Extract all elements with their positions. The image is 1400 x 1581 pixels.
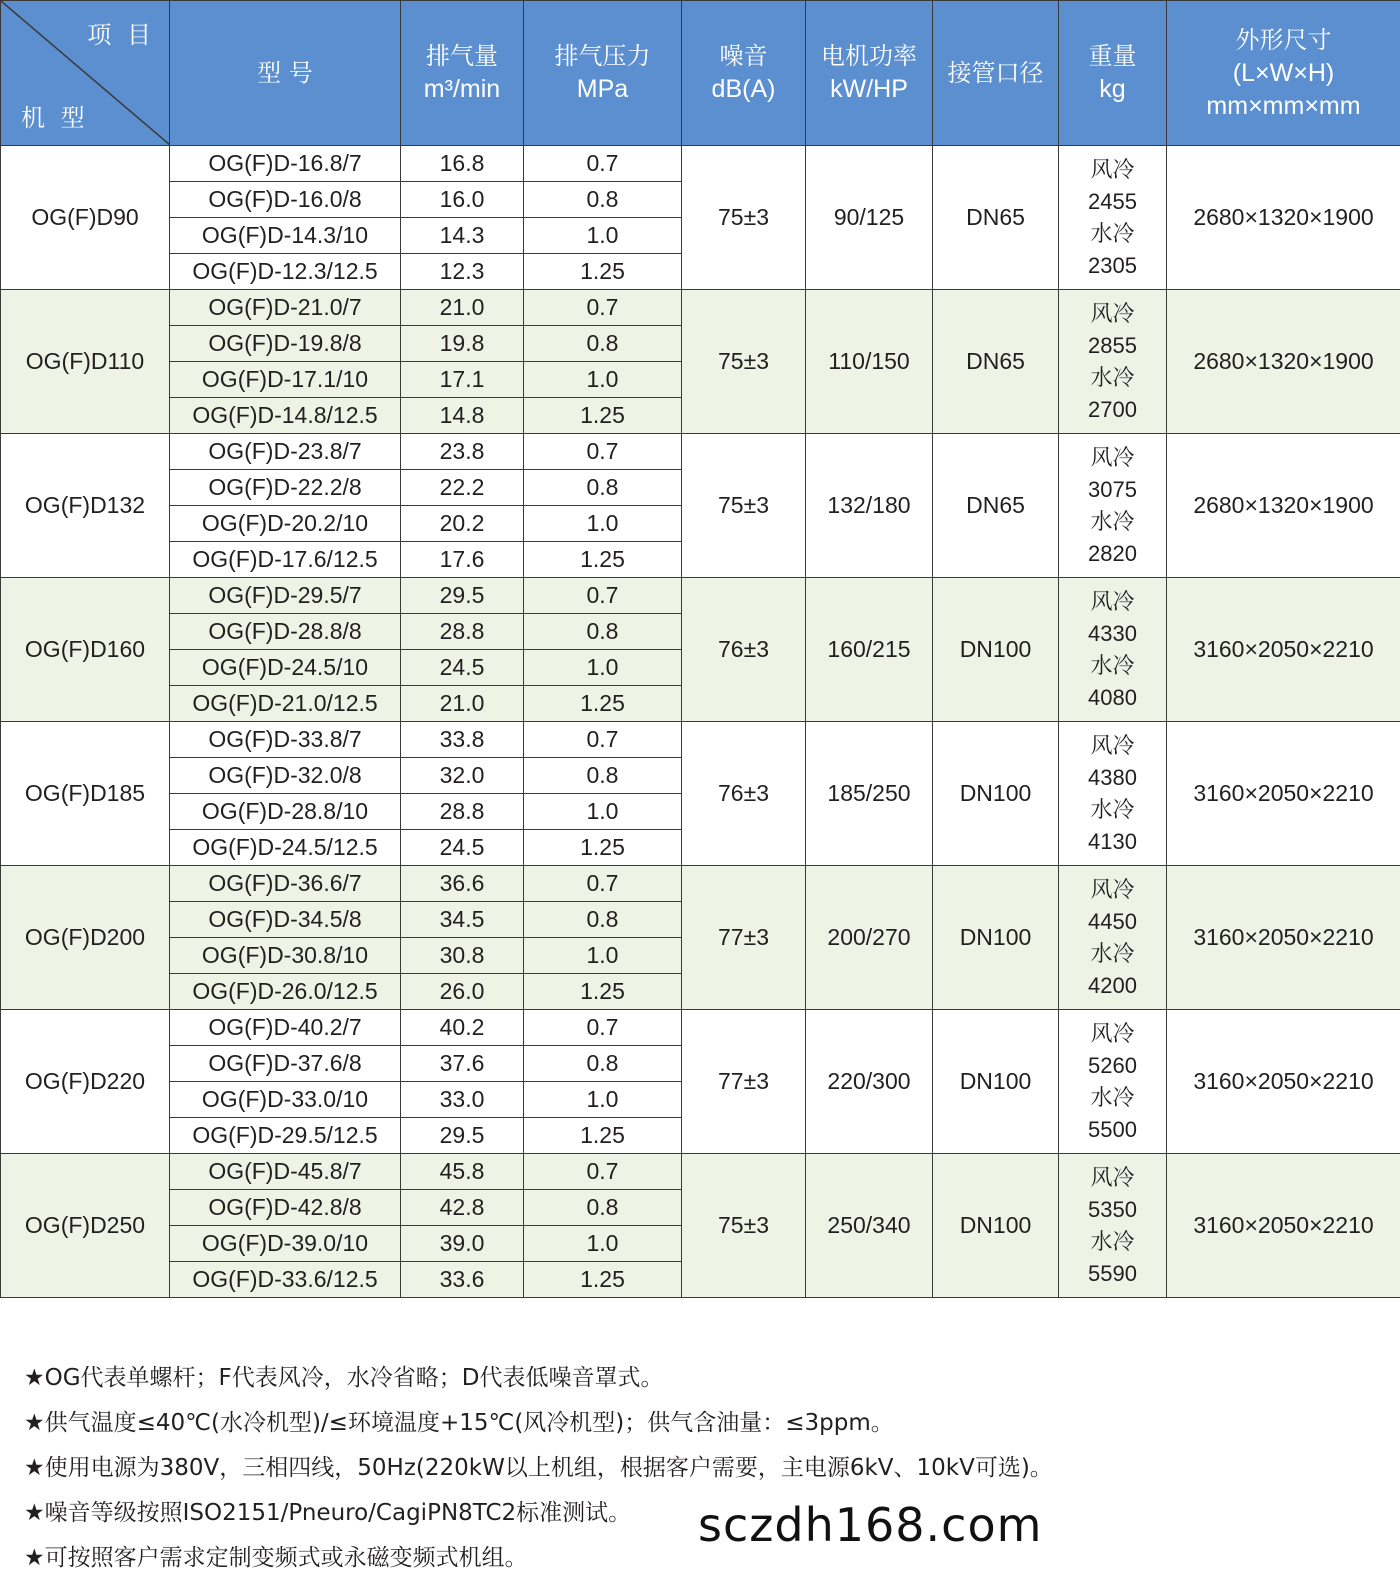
corner-top-label: 项 目 [87,19,155,52]
weight-air-label: 风冷 [1059,730,1166,762]
model-code: OG(F)D-28.8/10 [170,794,401,830]
note-line: ★OG代表单螺杆；F代表风冷，水冷省略；D代表低噪音罩式。 [24,1356,1053,1401]
power-value: 132/180 [806,434,933,578]
model-code: OG(F)D-33.8/7 [170,722,401,758]
model-code: OG(F)D-20.2/10 [170,506,401,542]
table-row [1,1010,1400,1046]
table-row [1,722,1400,758]
pressure-value: 1.0 [524,938,682,974]
flow-value: 30.8 [401,938,524,974]
table-row [1,1154,1400,1190]
header-power: 电机功率 kW/HP [806,1,933,146]
model-code: OG(F)D-24.5/10 [170,650,401,686]
noise-value: 75±3 [682,146,806,290]
model-code: OG(F)D-32.0/8 [170,758,401,794]
pressure-value: 1.25 [524,830,682,866]
model-code: OG(F)D-37.6/8 [170,1046,401,1082]
power-value: 200/270 [806,866,933,1010]
weight-air-label: 风冷 [1059,442,1166,474]
model-group-name: OG(F)D185 [1,722,170,866]
weight-water: 4130 [1059,826,1166,858]
model-code: OG(F)D-34.5/8 [170,902,401,938]
weight-water: 2700 [1059,394,1166,426]
flow-value: 24.5 [401,650,524,686]
flow-value: 17.1 [401,362,524,398]
weight-water: 5590 [1059,1258,1166,1290]
weight-air: 5260 [1059,1050,1166,1082]
model-code: OG(F)D-39.0/10 [170,1226,401,1262]
header-pipe: 接管口径 [933,1,1059,146]
model-code: OG(F)D-21.0/7 [170,290,401,326]
pressure-value: 1.25 [524,398,682,434]
weight-air: 3075 [1059,474,1166,506]
pressure-value: 1.25 [524,686,682,722]
model-code: OG(F)D-42.8/8 [170,1190,401,1226]
weight-water: 2305 [1059,250,1166,282]
weight-cell [1059,722,1167,866]
pressure-value: 0.7 [524,722,682,758]
weight-air: 2455 [1059,186,1166,218]
flow-value: 29.5 [401,1118,524,1154]
pressure-value: 0.7 [524,434,682,470]
pressure-value: 0.7 [524,866,682,902]
pressure-value: 0.8 [524,470,682,506]
weight-air-label: 风冷 [1059,298,1166,330]
note-line: ★供气温度≤40℃(水冷机型)/≤环境温度+15℃(风冷机型)；供气含油量：≤3ppm。 [24,1401,1053,1446]
model-group-name: OG(F)D160 [1,578,170,722]
note-line: ★使用电源为380V，三相四线，50Hz(220kW以上机组，根据客户需要，主电源6kV、10kV可选)。 [24,1446,1053,1491]
flow-value: 23.8 [401,434,524,470]
power-value: 110/150 [806,290,933,434]
model-code: OG(F)D-28.8/8 [170,614,401,650]
header-dimensions: 外形尺寸 (L×W×H) mm×mm×mm [1167,1,1400,146]
flow-value: 40.2 [401,1010,524,1046]
flow-value: 34.5 [401,902,524,938]
weight-air-label: 风冷 [1059,1018,1166,1050]
dimensions-value: 3160×2050×2210 [1167,578,1400,722]
weight-water-label: 水冷 [1059,1082,1166,1114]
model-group-name: OG(F)D132 [1,434,170,578]
power-value: 160/215 [806,578,933,722]
pressure-value: 1.25 [524,254,682,290]
model-code: OG(F)D-16.0/8 [170,182,401,218]
pressure-value: 0.7 [524,290,682,326]
model-group-name: OG(F)D90 [1,146,170,290]
header-model: 型 号 [170,1,401,146]
noise-value: 76±3 [682,722,806,866]
flow-value: 32.0 [401,758,524,794]
pressure-value: 1.0 [524,506,682,542]
model-code: OG(F)D-14.8/12.5 [170,398,401,434]
weight-air-label: 风冷 [1059,586,1166,618]
table-row [1,290,1400,326]
noise-value: 75±3 [682,290,806,434]
flow-value: 37.6 [401,1046,524,1082]
power-value: 250/340 [806,1154,933,1298]
weight-air-label: 风冷 [1059,1162,1166,1194]
model-code: OG(F)D-40.2/7 [170,1010,401,1046]
flow-value: 26.0 [401,974,524,1010]
model-code: OG(F)D-22.2/8 [170,470,401,506]
pipe-value: DN65 [933,146,1059,290]
pipe-value: DN65 [933,434,1059,578]
weight-water-label: 水冷 [1059,650,1166,682]
noise-value: 76±3 [682,578,806,722]
pressure-value: 0.8 [524,182,682,218]
weight-air: 4450 [1059,906,1166,938]
pressure-value: 1.25 [524,1262,682,1298]
flow-value: 42.8 [401,1190,524,1226]
weight-air: 2855 [1059,330,1166,362]
model-code: OG(F)D-29.5/7 [170,578,401,614]
pressure-value: 0.8 [524,1190,682,1226]
power-value: 220/300 [806,1010,933,1154]
noise-value: 75±3 [682,434,806,578]
weight-cell [1059,290,1167,434]
pressure-value: 0.8 [524,1046,682,1082]
model-code: OG(F)D-14.3/10 [170,218,401,254]
flow-value: 21.0 [401,686,524,722]
table-body [1,146,1400,1298]
dimensions-value: 3160×2050×2210 [1167,1154,1400,1298]
pressure-value: 0.7 [524,1010,682,1046]
corner-bottom-label: 机 型 [21,102,89,135]
pipe-value: DN65 [933,290,1059,434]
pressure-value: 0.7 [524,578,682,614]
model-code: OG(F)D-23.8/7 [170,434,401,470]
flow-value: 36.6 [401,866,524,902]
model-group-name: OG(F)D200 [1,866,170,1010]
flow-value: 22.2 [401,470,524,506]
model-code: OG(F)D-30.8/10 [170,938,401,974]
flow-value: 21.0 [401,290,524,326]
pressure-value: 1.0 [524,1082,682,1118]
dimensions-value: 2680×1320×1900 [1167,146,1400,290]
note-line: ★噪音等级按照ISO2151/Pneuro/CagiPN8TC2标准测试。 [24,1491,1053,1536]
model-code: OG(F)D-24.5/12.5 [170,830,401,866]
table-row [1,146,1400,182]
flow-value: 17.6 [401,542,524,578]
model-code: OG(F)D-12.3/12.5 [170,254,401,290]
weight-water-label: 水冷 [1059,506,1166,538]
header-flow: 排气量 m³/min [401,1,524,146]
pressure-value: 1.0 [524,794,682,830]
model-group-name: OG(F)D110 [1,290,170,434]
noise-value: 77±3 [682,866,806,1010]
pressure-value: 0.8 [524,758,682,794]
flow-value: 45.8 [401,1154,524,1190]
dimensions-value: 3160×2050×2210 [1167,722,1400,866]
pressure-value: 0.8 [524,326,682,362]
dimensions-value: 3160×2050×2210 [1167,866,1400,1010]
weight-air: 5350 [1059,1194,1166,1226]
weight-water-label: 水冷 [1059,218,1166,250]
noise-value: 77±3 [682,1010,806,1154]
flow-value: 20.2 [401,506,524,542]
flow-value: 29.5 [401,578,524,614]
weight-cell [1059,866,1167,1010]
flow-value: 24.5 [401,830,524,866]
weight-air: 4330 [1059,618,1166,650]
weight-cell [1059,1010,1167,1154]
weight-water: 5500 [1059,1114,1166,1146]
dimensions-value: 2680×1320×1900 [1167,434,1400,578]
header-noise: 噪音 dB(A) [682,1,806,146]
pipe-value: DN100 [933,1154,1059,1298]
pressure-value: 1.25 [524,542,682,578]
pressure-value: 0.8 [524,902,682,938]
model-code: OG(F)D-21.0/12.5 [170,686,401,722]
pipe-value: DN100 [933,578,1059,722]
model-code: OG(F)D-45.8/7 [170,1154,401,1190]
weight-air: 4380 [1059,762,1166,794]
weight-water-label: 水冷 [1059,938,1166,970]
model-code: OG(F)D-26.0/12.5 [170,974,401,1010]
pipe-value: DN100 [933,722,1059,866]
model-code: OG(F)D-17.6/12.5 [170,542,401,578]
flow-value: 14.8 [401,398,524,434]
header-pressure: 排气压力 MPa [524,1,682,146]
pressure-value: 1.0 [524,650,682,686]
weight-water-label: 水冷 [1059,794,1166,826]
flow-value: 33.0 [401,1082,524,1118]
noise-value: 75±3 [682,1154,806,1298]
pressure-value: 1.0 [524,218,682,254]
model-code: OG(F)D-17.1/10 [170,362,401,398]
flow-value: 28.8 [401,614,524,650]
weight-water: 2820 [1059,538,1166,570]
flow-value: 19.8 [401,326,524,362]
table-row [1,434,1400,470]
power-value: 90/125 [806,146,933,290]
pressure-value: 1.25 [524,974,682,1010]
flow-value: 14.3 [401,218,524,254]
weight-cell [1059,578,1167,722]
pressure-value: 1.0 [524,362,682,398]
model-code: OG(F)D-29.5/12.5 [170,1118,401,1154]
model-code: OG(F)D-19.8/8 [170,326,401,362]
dimensions-value: 2680×1320×1900 [1167,290,1400,434]
model-code: OG(F)D-16.8/7 [170,146,401,182]
flow-value: 12.3 [401,254,524,290]
weight-water-label: 水冷 [1059,362,1166,394]
flow-value: 28.8 [401,794,524,830]
weight-cell [1059,1154,1167,1298]
weight-air-label: 风冷 [1059,874,1166,906]
pressure-value: 1.25 [524,1118,682,1154]
flow-value: 39.0 [401,1226,524,1262]
header-weight: 重量 kg [1059,1,1167,146]
header-row [1,1,1400,146]
model-code: OG(F)D-36.6/7 [170,866,401,902]
flow-value: 16.8 [401,146,524,182]
model-group-name: OG(F)D220 [1,1010,170,1154]
weight-air-label: 风冷 [1059,154,1166,186]
watermark-text: sczdh168.com [698,1498,1042,1552]
weight-water: 4080 [1059,682,1166,714]
flow-value: 33.6 [401,1262,524,1298]
table-row [1,578,1400,614]
pressure-value: 0.7 [524,146,682,182]
dimensions-value: 3160×2050×2210 [1167,1010,1400,1154]
table-row [1,866,1400,902]
weight-water: 4200 [1059,970,1166,1002]
weight-cell [1059,146,1167,290]
weight-water-label: 水冷 [1059,1226,1166,1258]
note-line: ★可按照客户需求定制变频式或永磁变频式机组。 [24,1536,1053,1581]
power-value: 185/250 [806,722,933,866]
pipe-value: DN100 [933,1010,1059,1154]
model-code: OG(F)D-33.0/10 [170,1082,401,1118]
flow-value: 16.0 [401,182,524,218]
pressure-value: 0.7 [524,1154,682,1190]
model-group-name: OG(F)D250 [1,1154,170,1298]
corner-header [1,1,170,146]
weight-cell [1059,434,1167,578]
model-code: OG(F)D-33.6/12.5 [170,1262,401,1298]
pressure-value: 1.0 [524,1226,682,1262]
pipe-value: DN100 [933,866,1059,1010]
flow-value: 33.8 [401,722,524,758]
pressure-value: 0.8 [524,614,682,650]
